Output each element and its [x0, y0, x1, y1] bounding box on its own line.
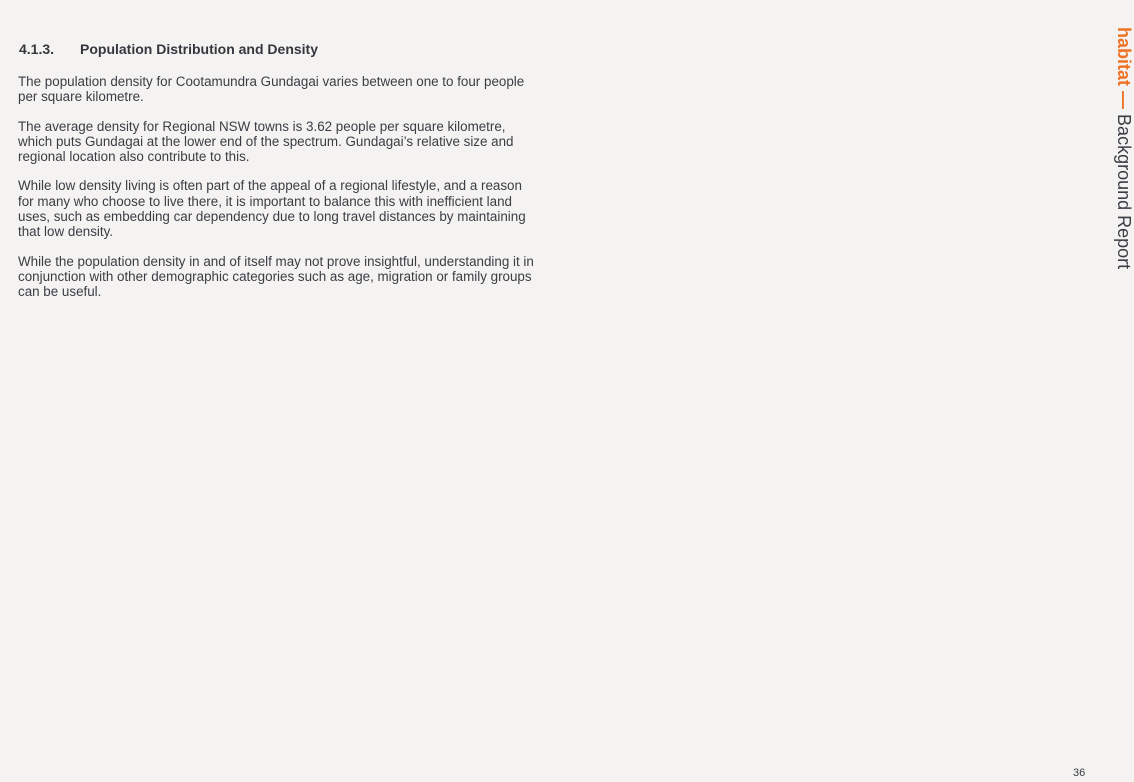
- paragraph-1: The population density for Cootamundra Gundagai varies between one to four people per square kilometre.: [18, 74, 525, 105]
- section-heading: [18, 40, 538, 58]
- section-number: 4.1.3.: [19, 41, 55, 57]
- paragraph-2: The average density for Regional NSW towns is 3.62 people per square kilometre, which puts Gundagai at the lower end of the spectrum. Gundagai’s relative size and regional location also contribute to this.: [18, 118, 514, 165]
- page-number: 36: [1073, 767, 1086, 779]
- side-report-label: [1113, 27, 1134, 269]
- paragraph-4: While the population density in and of itself may not prove insightful, understanding it in conjunction with other demographic categories such as age, migration or family groups can be useful.: [18, 253, 534, 300]
- brand-dash: —: [1114, 91, 1134, 110]
- paragraph-3: While low density living is often part of the appeal of a regional lifestyle, and a reason for many who choose to live there, it is important to balance this with inefficient land uses, such as embedding car dependency due to long travel distances by maintaining that low density.: [18, 178, 526, 240]
- brand-logo-text: habitat: [1114, 27, 1134, 87]
- section-title: Population Distribution and Density: [80, 41, 318, 57]
- document-body: [18, 40, 538, 314]
- report-title: Background Report: [1114, 114, 1134, 270]
